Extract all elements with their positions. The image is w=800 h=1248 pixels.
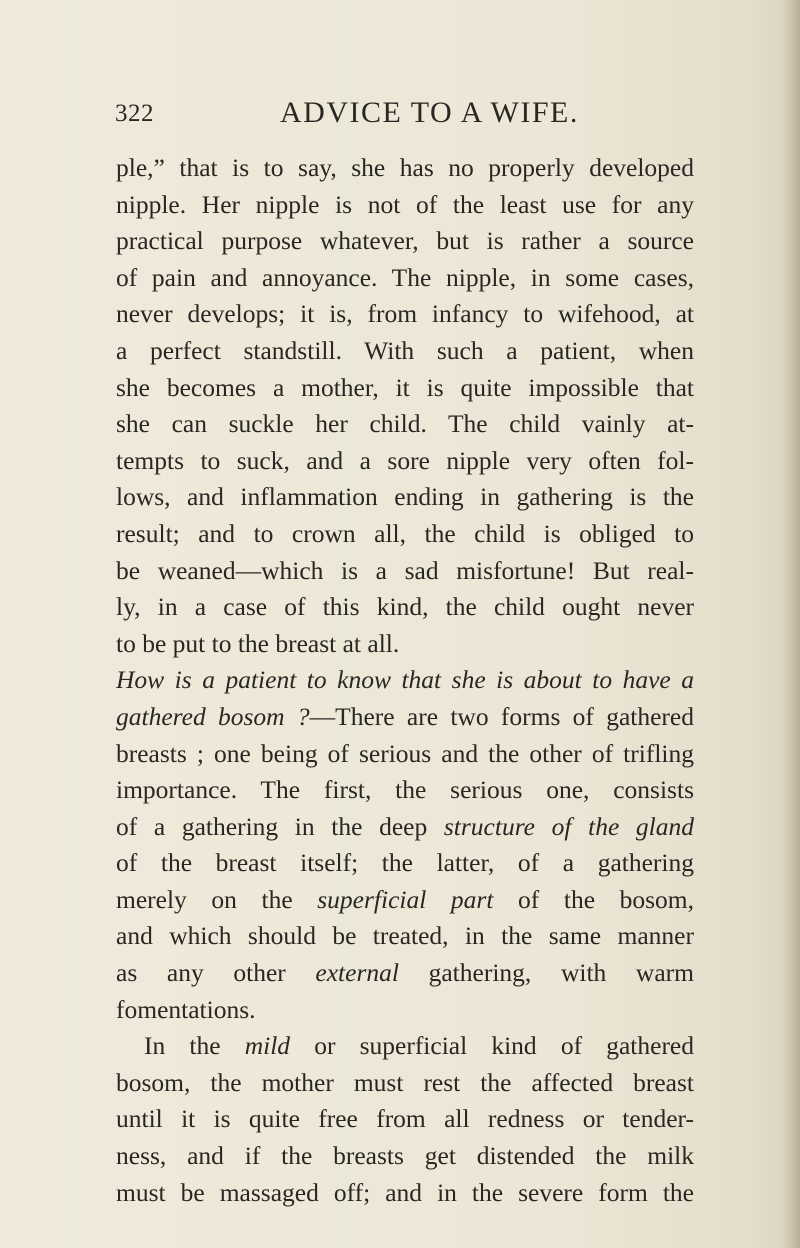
text-line: result; and to crown all, the child is obliged to: [116, 518, 694, 548]
question-text: How is a patient to know that she is about to have a: [116, 665, 694, 695]
answer-text: —There are two forms of gathered: [309, 701, 694, 731]
text-line: must be massaged off; and in the severe form the: [116, 1177, 694, 1207]
text-line: a perfect standstill. With such a patient, when: [116, 335, 694, 365]
text-span: gathering, with warm: [398, 958, 694, 988]
body-text: [116, 150, 694, 1211]
page-number: 322: [115, 100, 154, 127]
text-line: she can suckle her child. The child vainly at-: [116, 409, 694, 439]
text-line: never develops; it is, from infancy to wifehood, at: [116, 299, 694, 329]
text-line: ly, in a case of this kind, the child ought never: [116, 592, 694, 622]
text-span: as any other: [116, 958, 316, 988]
text-line: ness, and if the breasts get distended the milk: [116, 1141, 694, 1171]
text-line: to be put to the breast at all.: [116, 628, 400, 658]
text-line: practical purpose whatever, but is rather a source: [116, 226, 694, 256]
text-line: be weaned—which is a sad misfortune! But real-: [116, 555, 694, 585]
running-head: ADVICE TO A WIFE.: [280, 96, 579, 129]
text-line: fomentations.: [116, 994, 256, 1024]
text-line: of the breast itself; the latter, of a gathering: [116, 848, 694, 878]
emphasis-text: external: [315, 958, 399, 988]
text-span: of the bosom,: [493, 884, 694, 914]
text-line: she becomes a mother, it is quite impossible that: [116, 372, 694, 402]
text-span: In the: [144, 1031, 245, 1061]
text-line: of pain and annoyance. The nipple, in some cases,: [116, 262, 694, 292]
question-answer-line: [116, 699, 694, 736]
question-text: gathered bosom ?: [116, 701, 310, 731]
text-line: and which should be treated, in the same manner: [116, 921, 694, 951]
text-line: [116, 809, 694, 846]
text-line: breasts ; one being of serious and the other of trifling: [116, 738, 694, 768]
text-line: nipple. Her nipple is not of the least use for any: [116, 189, 694, 219]
page-header: [115, 96, 735, 136]
text-line: importance. The first, the serious one, consists: [116, 775, 694, 805]
text-span: or superficial kind of gathered: [290, 1031, 694, 1061]
text-line: until it is quite free from all redness or tender-: [116, 1104, 694, 1134]
page-edge-shadow: [782, 0, 800, 1248]
text-span: merely on the: [116, 884, 318, 914]
emphasis-text: superficial part: [317, 884, 494, 914]
text-line: ple,” that is to say, she has no properly developed: [116, 153, 694, 182]
text-line: [116, 1028, 694, 1065]
question-line: [116, 662, 694, 699]
text-line: lows, and inflammation ending in gathering is the: [116, 482, 694, 512]
text-line: [116, 882, 694, 919]
emphasis-text: structure of the gland: [443, 811, 694, 841]
text-span: of a gathering in the deep: [116, 811, 444, 841]
text-line: [116, 955, 694, 992]
emphasis-text: mild: [244, 1031, 291, 1061]
text-line: tempts to suck, and a sore nipple very often fol-: [116, 445, 694, 475]
text-line: bosom, the mother must rest the affected breast: [116, 1067, 694, 1097]
